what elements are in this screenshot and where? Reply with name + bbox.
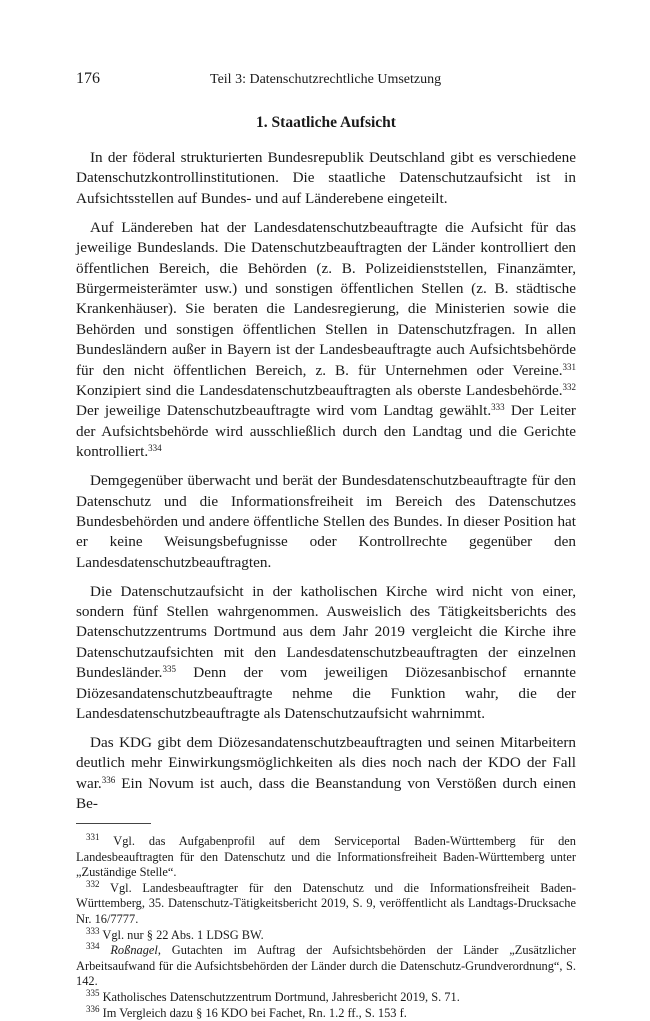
footnote-ref[interactable]: 332 <box>562 381 576 392</box>
section-heading: 1. Staatliche Aufsicht <box>256 114 396 131</box>
footnote: $^{332}$ Vgl. Landesbeauftragter für den Datenschutz und die Informationsfreiheit Baden-Württemberg, 35. Datenschutz-Tätigkeitsbericht 2019, S. 9, veröffentlicht als Landtags-Drucksache Nr. 16/7777. <box>76 878 577 927</box>
footnote: $^{334}$ Roßnagel, Gutachten im Auftrag der Aufsichtsbehörden der Länder „Zusätzlicher Arbeitsaufwand für die Aufsichtsbehörden der Länder durch die Datenschutz-Grundverordnung“, S. 142. <box>76 941 576 989</box>
paragraph: Das KDG gibt dem Diözesandatenschutzbeauftragten und seinen Mitarbeitern deutlich mehr Einwirkungsmöglichkeiten als dies noch nach der KDO der Fall war.$^{336}$ Ein Novum ist auch, dass die Beanstandung von Verstößen durch einen Be- <box>76 733 576 813</box>
footnote-number: 331 <box>86 832 100 843</box>
footnote-ref[interactable]: 334 <box>148 443 162 454</box>
footnote-number: 332 <box>86 878 100 889</box>
paragraph: Auf Ländereben hat der Landesdatenschutzbeauftragte die Aufsicht für das jeweilige Bundeslands. Die Datenschutzbeauftragten der Länder kontrolliert den öffentlichen Bereich, die Behörden (z. B. Polizeidienststellen, Finanzämter, Bürgermeisterämter usw.) und sonstigen öffentlichen Stellen (z. B. städtische Krankenhäuser). Sie beraten die Landesregierung, die Ministerien sowie die Behörden und sonstigen öffentlichen Stellen in Datenschutzfragen. In allen Bundesländern außer in Bayern ist der Landesbeauftragte auch Aufsichtsbehörde für den nicht öffentlichen Bereich, z. B. für Unternehmen oder Vereine.$^{331}$ Konzipiert sind die Landesdatenschutzbeauftragten als oberste Landesbehörde.$^{332}$ Der jeweilige Datenschutzbeauftragte wird vom Landtag gewählt.$^{333}$ Der Leiter der Aufsichtsbehörde wird ausschließlich durch den Landtag und die Gerichte kontrolliert.$^{334}$ <box>76 218 576 461</box>
footnote: $^{335}$ Katholisches Datenschutzzentrum Dortmund, Jahresbericht 2019, S. 71. <box>86 988 460 1005</box>
footnote-divider <box>76 823 151 824</box>
footnote-ref[interactable]: 333 <box>491 402 505 413</box>
footnote-number: 336 <box>86 1003 100 1014</box>
paragraph: Die Datenschutzaufsicht in der katholischen Kirche wird nicht von einer, sondern fünf Stellen wahrgenommen. Ausweislich des Tätigkeitsberichts des Datenschutzzentrums Dortmund aus dem Jahr 2019 vergleicht die Kirche ihre Datenschutzaufsichten mit den Landesdatenschutzbeauftragten der einzelnen Bundesländer.$^{335}$ Denn der vom jeweiligen Diözesanbischof ernannte Diözesandatenschutzbeauftragte nehme die Funktion wahr, die der Landesdatenschutzbeauftragte als Datenschutzaufsicht wahrnimmt. <box>76 582 576 723</box>
paragraph: In der föderal strukturierten Bundesrepublik Deutschland gibt es verschiedene Datenschutzkontrollinstitutionen. Die staatliche Datenschutzaufsicht ist in Aufsichtsstellen auf Bundes- und auf Länderebene eingeteilt. <box>76 149 576 207</box>
document-page <box>76 70 576 1021</box>
footnote: $^{331}$ Vgl. das Aufgabenprofil auf dem Serviceportal Baden-Württemberg für den Landesbeauftragten für den Datenschutz und die Informationsfreiheit Baden-Württemberg unter „Zuständige Stelle“. <box>76 832 577 880</box>
running-head: Teil 3: Datenschutzrechtliche Umsetzung <box>210 72 442 87</box>
footnote-number: 333 <box>86 925 100 936</box>
footnote-number: 334 <box>86 941 100 952</box>
footnote-number: 335 <box>86 988 100 999</box>
footnote-ref[interactable]: 335 <box>162 664 176 675</box>
footnote-author: Roßnagel <box>110 943 158 958</box>
page-header <box>76 70 576 94</box>
footnote: $^{336}$ Im Vergleich dazu § 16 KDO bei Fachet, Rn. 1.2 ff., S. 153 f. <box>86 1003 407 1020</box>
footnotes <box>76 834 576 1021</box>
footnote-ref[interactable]: 331 <box>562 361 576 372</box>
footnote-ref[interactable]: 336 <box>101 774 116 785</box>
footnote: $^{333}$ Vgl. nur § 22 Abs. 1 LDSG BW. <box>86 925 264 942</box>
paragraph: Demgegenüber überwacht und berät der Bundesdatenschutzbeauftragte für den Datenschutz und die Informationsfreiheit im Bereich des Datenschutzes Bundesbehörden und andere öffentliche Stellen des Bundes. In dieser Position hat er keine Weisungsbefugnisse oder Kontrollrechte gegenüber den Landesdatenschutzbeauftragten. <box>76 472 576 571</box>
page-number: 176 <box>76 70 100 87</box>
